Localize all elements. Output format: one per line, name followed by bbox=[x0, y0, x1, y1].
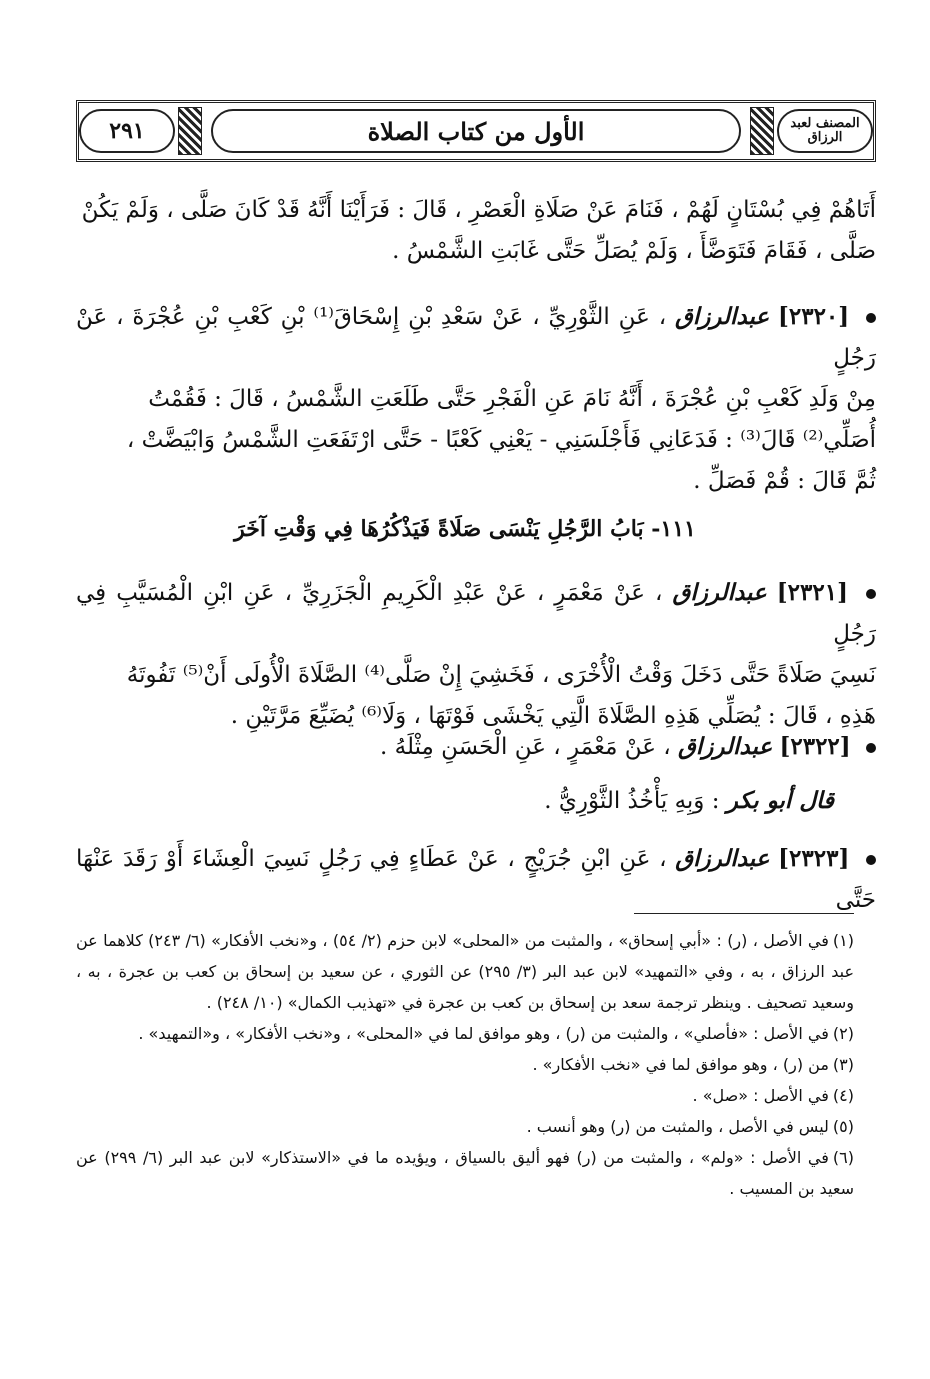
text-line: مِنْ وَلَدِ كَعْبِ بْنِ عُجْرَةَ ، أَنَّهُ نَامَ عَنِ الْفَجْرِ حَتَّى طَلَعَتِ الشَّمْسُ ، قَالَ : فَقُمْتُ bbox=[148, 386, 876, 412]
text-line bbox=[76, 726, 876, 768]
footnote-number: (٤) bbox=[832, 1086, 854, 1105]
footnote-text: في الأصل : «فأصلي» ، والمثبت من (ر) ، وهو موافق لما في «المحلى» ، و«نخب الأفكار» ، و«التمهيد» . bbox=[138, 1024, 829, 1043]
footnote-1 bbox=[76, 925, 854, 1018]
narrator: عبدالرزاق bbox=[672, 579, 767, 606]
hadith-text: ، عَنْ مَعْمَرٍ ، عَنْ عَبْدِ الْكَرِيمِ الْجَزَرِيِّ ، عَنِ ابْنِ الْمُسَيَّبِ فِي رَجُلٍ bbox=[76, 580, 876, 647]
footnote-6 bbox=[76, 1142, 854, 1204]
footnote-number: (١) bbox=[832, 931, 854, 950]
footnote-text: ليس في الأصل ، والمثبت من (ر) وهو أنسب . bbox=[526, 1117, 829, 1136]
text-line: أَتَاهُمْ فِي بُسْتَانٍ لَهُمْ ، فَنَامَ عَنْ صَلَاةِ الْعَصْرِ ، قَالَ : فَرَأَيْنَا أَنَّهُ قَدْ كَانَ صَلَّى ، وَلَمْ يَكُنْ bbox=[81, 197, 876, 223]
text-line bbox=[76, 838, 876, 921]
narrator: عبدالرزاق bbox=[674, 303, 770, 330]
footnote-3 bbox=[76, 1049, 854, 1080]
hadith-number: [٢٣٢٠] bbox=[777, 303, 850, 330]
footnote-text: في الأصل ، (ر) : «أبي إسحاق» ، والمثبت من «المحلى» لابن حزم (٢/ ٥٤) ، و«نخب الأفكار» (٦/ ٢٤٣) كلاهما عن عبد الرزاق ، به ، وفي «التمهيد» لابن عبد البر (٣/ ٢٩٥) عن الثوري ، عن سعيد بن إسحاق بن كعب بن عجرة ، به ، وسعيد تصحيف . وينظر ترجمة سعد بن إسحاق بن كعب بن عجرة في «تهذيب الكمال» (١٠/ ٢٤٨) . bbox=[76, 931, 855, 1012]
hadith-number: [٢٣٢١] bbox=[776, 579, 848, 606]
footnote-number: (٣) bbox=[832, 1055, 854, 1074]
footnote-4 bbox=[76, 1080, 854, 1111]
bullet-icon bbox=[866, 743, 876, 753]
footnotes bbox=[76, 925, 854, 1204]
chapter-title: ١١١- بَابُ الرَّجُلِ يَنْسَى صَلَاةً فَيَذْكُرُهَا فِي وَقْتِ آخَرَ bbox=[234, 516, 696, 542]
footnote-text: في الأصل : «صل» . bbox=[692, 1086, 829, 1105]
hadith-2322 bbox=[76, 726, 876, 768]
running-header bbox=[76, 100, 876, 162]
abu-bakr-label: قال أبو بكر bbox=[726, 787, 834, 814]
header-title: الأول من كتاب الصلاة bbox=[211, 109, 741, 153]
footnote-2 bbox=[76, 1018, 854, 1049]
footnote-number: (٦) bbox=[832, 1148, 855, 1167]
bullet-icon bbox=[866, 589, 876, 599]
footnote-text: في الأصل : «ولم» ، والمثبت من (ر) فهو أليق بالسياق ، ويؤيده ما في «الاستذكار» لابن عبد البر (٦/ ٢٩٩) عن سعيد بن المسيب . bbox=[76, 1148, 854, 1198]
book-mark: المصنف لعبد الرزاق bbox=[777, 109, 873, 153]
hadith-2320 bbox=[76, 296, 876, 502]
text-line: أُصَلِّي⁽²⁾ قَالَ⁽³⁾ : فَدَعَانِي فَأَجْلَسَنِي - يَعْنِي كَعْبًا - حَتَّى ارْتَفَعَتِ الشَّمْسُ وَابْيَضَّتْ ، bbox=[126, 427, 876, 453]
hadith-number: [٢٣٢٢] bbox=[779, 733, 851, 760]
text-line: ثُمَّ قَالَ : قُمْ فَصَلِّ . bbox=[693, 468, 876, 494]
footnote-number: (٥) bbox=[832, 1117, 854, 1136]
ornament-icon bbox=[750, 107, 774, 155]
footnote-5 bbox=[76, 1111, 854, 1142]
continued-paragraph bbox=[76, 190, 876, 272]
footnote-text: من (ر) ، وهو موافق لما في «نخب الأفكار» . bbox=[532, 1055, 829, 1074]
hadith-text: ، عَنِ ابْنِ جُرَيْجٍ ، عَنْ عَطَاءٍ فِي رَجُلٍ نَسِيَ الْعِشَاءَ أَوْ رَقَدَ عَنْهَا حَتَّى bbox=[76, 846, 876, 913]
bullet-icon bbox=[866, 855, 876, 865]
bullet-icon bbox=[866, 313, 876, 323]
hadith-number: [٢٣٢٣] bbox=[778, 845, 850, 872]
text-line: نَسِيَ صَلَاةً حَتَّى دَخَلَ وَقْتُ الْأُخْرَى ، فَخَشِيَ إِنْ صَلَّى⁽⁴⁾ الصَّلَاةَ الْأُولَى أَنْ⁽⁵⁾ تَفُوتَهُ bbox=[126, 662, 876, 688]
narrator: عبدالرزاق bbox=[678, 733, 773, 760]
page-number: ٢٩١ bbox=[79, 109, 175, 153]
ornament-icon bbox=[178, 107, 202, 155]
abu-bakr-text: : وَبِهِ يَأْخُذُ الثَّوْرِيُّ . bbox=[544, 788, 720, 814]
text-line bbox=[76, 572, 876, 655]
text-line bbox=[76, 296, 876, 379]
narrator: عبدالرزاق bbox=[675, 845, 770, 872]
text-line: صَلَّى ، فَقَامَ فَتَوَضَّأَ ، وَلَمْ يُصَلِّ حَتَّى غَابَتِ الشَّمْسُ . bbox=[392, 238, 876, 264]
hadith-2323 bbox=[76, 838, 876, 921]
abu-bakr-note bbox=[76, 780, 834, 822]
footnote-divider bbox=[634, 913, 854, 914]
text-line: هَذِهِ ، قَالَ : يُصَلِّي هَذِهِ الصَّلَاةَ الَّتِي يَخْشَى فَوْتَهَا ، وَلَا⁽⁶⁾ يُضَيِّعَ مَرَّتَيْنِ . bbox=[230, 703, 876, 729]
footnote-number: (٢) bbox=[832, 1024, 854, 1043]
hadith-text: ، عَنِ الثَّوْرِيِّ ، عَنْ سَعْدِ بْنِ إِسْحَاقَ⁽¹⁾ بْنِ كَعْبِ بْنِ عُجْرَةَ ، عَنْ رَجُلٍ bbox=[76, 304, 876, 371]
hadith-2321 bbox=[76, 572, 876, 737]
hadith-text: ، عَنْ مَعْمَرٍ ، عَنِ الْحَسَنِ مِثْلَهُ . bbox=[380, 734, 671, 760]
